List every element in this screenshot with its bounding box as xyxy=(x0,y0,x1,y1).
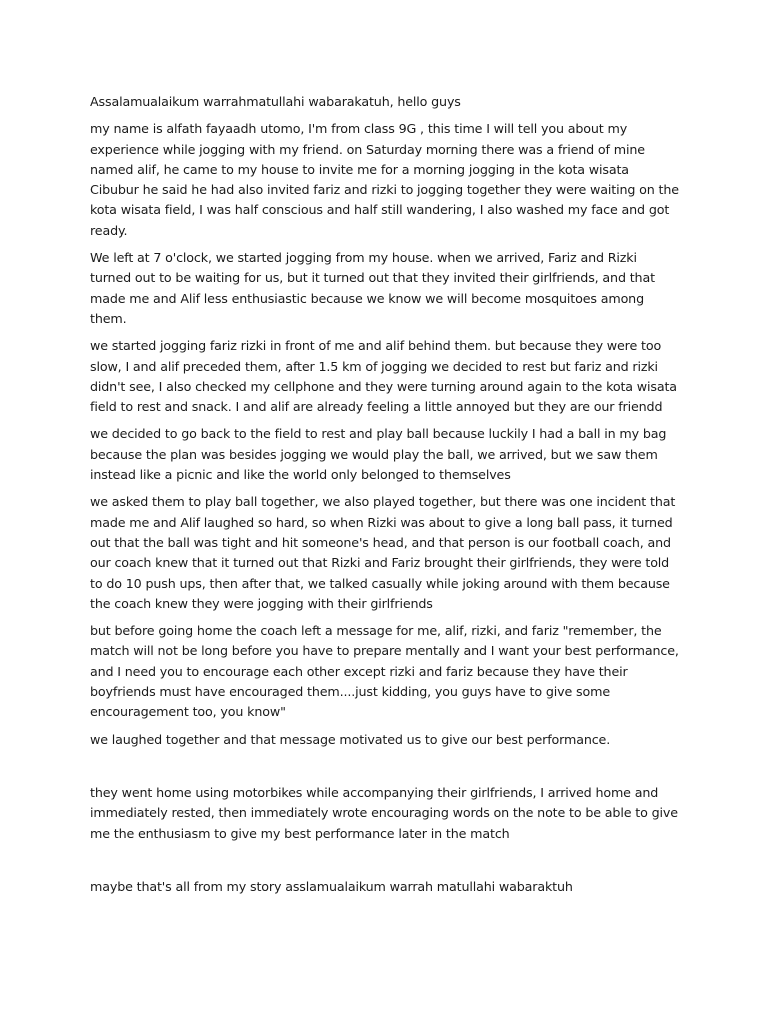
paragraph-field: we decided to go back to the field to rest and play ball because luckily I had a ball in my bag because the plan was besides jogging we would play the ball, we arrived, but we saw them instead like a picnic and like the world only belonged to themselves xyxy=(90,426,667,483)
paragraph-introduction: my name is alfath fayaadh utomo, I'm from class 9G , this time I will tell you about my experience while jogging with my friend. on Saturday morning there was a friend of mine named alif, he came to my house to invite me for a morning jogging in the kota wisata Cibubur he said he had also invited fariz and rizki to jogging together they were waiting on the kota wisata field, I was half conscious and half still wandering, I also washed my face and got ready. xyxy=(90,121,679,238)
paragraph-greeting: Assalamualaikum warrahmatullahi wabarakatuh, hello guys xyxy=(90,94,461,109)
paragraph-closing: maybe that's all from my story asslamualaikum warrah matullahi wabaraktuh xyxy=(90,878,573,894)
paragraph-jogging: we started jogging fariz rizki in front of me and alif behind them. but because they were too slow, I and alif preceded them, after 1.5 km of jogging we decided to rest but fariz and rizki didn't see, I also checked my cellphone and they were turning around again to the kota wisata field to rest and snack. I and alif are already feeling a little annoyed but they are our friendd xyxy=(90,338,677,415)
paragraph-incident: we asked them to play ball together, we also played together, but there was one incident that made me and Alif laughed so hard, so when Rizki was about to give a long ball pass, it turned out that the ball was tight and hit someone's head, and that person is our football coach, and our coach knew that it turned out that Rizki and Fariz brought their girlfriends, they were told to do 10 push ups, then after that, we talked casually while joking around with them because the coach knew they were jogging with their girlfriends xyxy=(90,494,676,611)
document-body xyxy=(90,92,680,904)
paragraph-going-home: they went home using motorbikes while accompanying their girlfriends, I arrived home and immediately rested, then immediately wrote encouraging words on the note to be able to give me the enthusiasm to give my best performance later in the match xyxy=(90,784,678,841)
paragraph-motivation: we laughed together and that message motivated us to give our best performance. xyxy=(90,731,611,747)
paragraph-coach-message: but before going home the coach left a message for me, alif, rizki, and fariz "remember, the match will not be long before you have to prepare mentally and I want your best performance, and I need you to encourage each other except rizki and fariz because they have their boyfriends must have encouraged them....just kidding, you guys have to give some encouragement too, you know" xyxy=(90,623,679,720)
paragraph-departure: We left at 7 o'clock, we started jogging from my house. when we arrived, Fariz and Rizki turned out to be waiting for us, but it turned out that they invited their girlfriends, and that made me and Alif less enthusiastic because we know we will become mosquitoes among them. xyxy=(90,250,655,326)
